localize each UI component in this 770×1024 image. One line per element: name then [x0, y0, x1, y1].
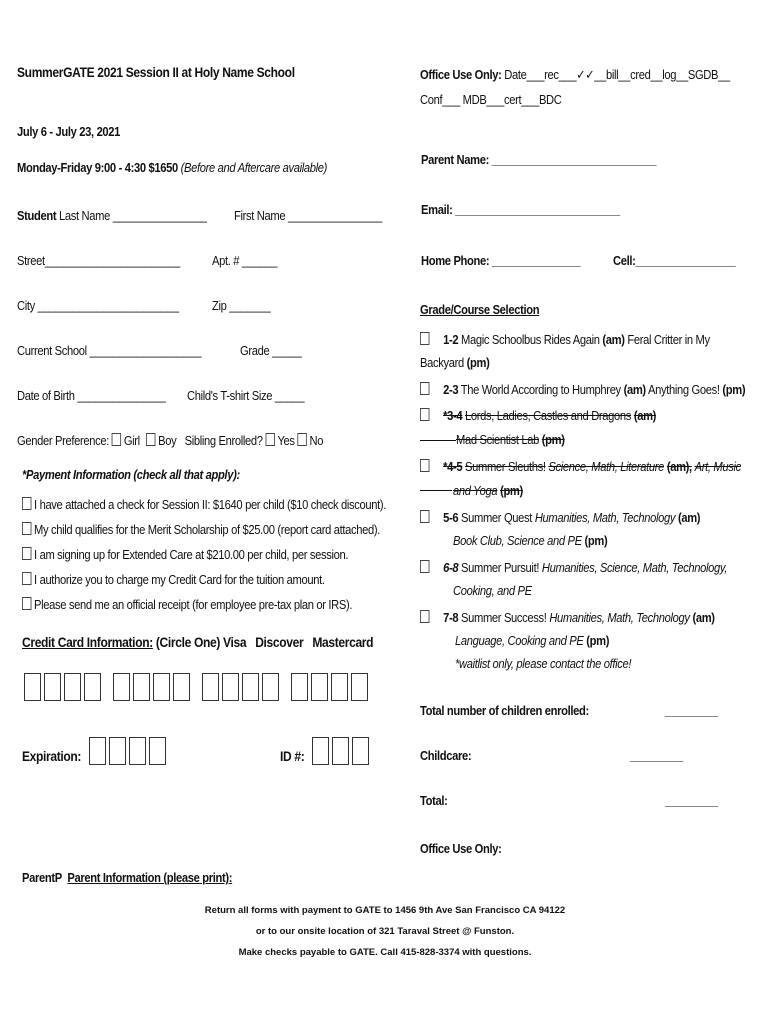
- sibling-yes-checkbox[interactable]: [265, 433, 274, 446]
- dob-field[interactable]: Date of Birth _______________: [17, 388, 166, 403]
- course-pm: (pm): [584, 533, 608, 548]
- course-grade: *4-5: [443, 459, 463, 474]
- course-option-1-2: [420, 332, 710, 347]
- course-option-6-8: [420, 560, 727, 575]
- course-pm: (pm): [586, 633, 610, 648]
- course-title-cont: and Yoga: [453, 483, 498, 498]
- course-pm: (pm): [500, 483, 523, 498]
- course-option-6-8-line2: Cooking, and PE: [453, 583, 532, 598]
- payment-option-label: I am signing up for Extended Care at $210.00 per child, per session.: [34, 547, 349, 562]
- grade-course-heading: Grade/Course Selection: [420, 302, 540, 317]
- parent-info-row: [22, 870, 232, 885]
- course-title-cont: Book Club, Science and PE: [453, 533, 582, 548]
- course-option-7-8: [420, 610, 715, 625]
- payment-checkbox[interactable]: [22, 522, 31, 535]
- strike-line: [420, 440, 456, 441]
- course-title: Lords, Ladies, Castles and Dragons: [465, 408, 632, 423]
- payment-option: [22, 597, 352, 612]
- girl-checkbox[interactable]: [112, 433, 121, 446]
- course-title: Summer Success!: [460, 610, 547, 625]
- sibling-label: Sibling Enrolled?: [184, 433, 263, 448]
- course-grade: 7-8: [443, 610, 459, 625]
- course-title: Summer Sleuths!: [465, 459, 546, 474]
- payment-checkbox[interactable]: [22, 497, 31, 510]
- form-title: SummerGATE 2021 Session II at Holy Name School: [17, 64, 295, 80]
- course-checkbox[interactable]: [420, 408, 429, 421]
- course-option-4-5-line2: [453, 483, 523, 498]
- office-use-row-1: [420, 67, 730, 83]
- course-checkbox[interactable]: [420, 510, 429, 523]
- expiration-boxes[interactable]: [89, 737, 169, 765]
- total-children-label: Total number of children enrolled:: [420, 703, 589, 718]
- payment-option-label: My child qualifies for the Merit Scholarship of $25.00 (report card attached).: [34, 522, 381, 537]
- course-am: (am),: [666, 459, 692, 474]
- boy-label: Boy: [158, 433, 177, 448]
- course-pm: (pm): [466, 355, 490, 370]
- street-field[interactable]: Street_______________________: [17, 253, 180, 268]
- payment-option-label: I authorize you to charge my Credit Card for the tuition amount.: [34, 572, 325, 587]
- course-grade: *3-4: [443, 408, 463, 423]
- office-use-bottom: Office Use Only:: [420, 841, 502, 856]
- email-field[interactable]: Email: ____________________________: [421, 202, 620, 217]
- course-subjects: Humanities, Math, Technology: [549, 610, 690, 625]
- course-grade: 1-2: [443, 332, 459, 347]
- childcare-label: Childcare:: [420, 748, 472, 763]
- course-option-3-4-line2: [456, 432, 565, 447]
- total-children-field[interactable]: _________: [665, 703, 718, 718]
- payment-option-label: Please send me an official receipt (for employee pre-tax plan or IRS).: [34, 597, 353, 612]
- childcare-field[interactable]: _________: [630, 748, 683, 763]
- course-title: Summer Quest: [460, 510, 533, 525]
- course-title: Summer Pursuit!: [460, 560, 540, 575]
- office-use-line2: Conf___ MDB___cert___BDC: [420, 92, 562, 107]
- session-hours: [17, 160, 327, 175]
- boy-checkbox[interactable]: [146, 433, 155, 446]
- payment-option-label: I have attached a check for Session II: $1640 per child ($10 check discount).: [34, 497, 387, 512]
- city-field[interactable]: City ________________________: [17, 298, 179, 313]
- cc-label: Credit Card Information:: [22, 634, 153, 650]
- apt-field[interactable]: Apt. # ______: [212, 253, 278, 268]
- hours-note: (Before and Aftercare available): [180, 160, 328, 175]
- footer-line-3: Make checks payable to GATE. Call 415-828-3374 with questions.: [238, 947, 532, 958]
- session-dates: July 6 - July 23, 2021: [17, 124, 121, 139]
- home-phone-field[interactable]: Home Phone: _______________: [421, 253, 581, 268]
- total-label: Total:: [420, 793, 448, 808]
- cc-discover[interactable]: Discover: [255, 634, 304, 650]
- strike-line: [420, 490, 452, 491]
- grade-field[interactable]: Grade _____: [240, 343, 302, 358]
- course-checkbox[interactable]: [420, 610, 429, 623]
- id-label: ID #:: [280, 748, 305, 764]
- gender-label: Gender Preference:: [17, 433, 110, 448]
- course-grade: 6-8: [443, 560, 459, 575]
- course-title: Magic Schoolbus Rides Again: [460, 332, 600, 347]
- course-pm: (pm): [541, 432, 565, 447]
- student-label: Student: [17, 208, 57, 223]
- payment-option: [22, 572, 325, 587]
- course-grade: 5-6: [443, 510, 459, 525]
- footer-line-2: or to our onsite location of 321 Taraval Street @ Funston.: [255, 926, 515, 937]
- course-checkbox[interactable]: [420, 560, 429, 573]
- course-option-5-6: [420, 510, 700, 525]
- course-option-1-2-line2: [420, 355, 489, 370]
- gender-sibling-row: [17, 433, 323, 448]
- payment-checkbox[interactable]: [22, 572, 31, 585]
- cc-mastercard[interactable]: Mastercard: [312, 634, 374, 650]
- student-name-row: [17, 208, 207, 223]
- hours-text: Monday-Friday 9:00 - 4:30 $1650: [17, 160, 178, 175]
- payment-option: [22, 497, 386, 512]
- course-checkbox[interactable]: [420, 382, 429, 395]
- course-am: (am): [633, 408, 657, 423]
- payment-checkbox[interactable]: [22, 597, 31, 610]
- no-label: No: [309, 433, 324, 448]
- course-subjects: Humanities, Math, Technology: [534, 510, 676, 525]
- course-title-cont: Language, Cooking and PE: [455, 633, 584, 648]
- tshirt-field[interactable]: Child's T-shirt Size _____: [187, 388, 305, 403]
- course-title: The World According to Humphrey: [460, 382, 621, 397]
- course-am: (am): [602, 332, 625, 347]
- girl-label: Girl: [123, 433, 140, 448]
- office-use-line1: Date___rec___✓✓__bill__cred__log__SGDB__: [504, 67, 730, 82]
- yes-label: Yes: [277, 433, 295, 448]
- parent-info-label: Parent Information (please print):: [67, 870, 233, 885]
- course-option-5-6-line2: [453, 533, 607, 548]
- parent-name-field[interactable]: Parent Name: ____________________________: [421, 152, 657, 167]
- course-pm: (pm): [722, 382, 746, 397]
- current-school-field[interactable]: Current School ___________________: [17, 343, 202, 358]
- office-use-label: Office Use Only:: [420, 67, 502, 82]
- parentp-label: ParentP: [22, 870, 62, 885]
- payment-option: [22, 522, 380, 537]
- course-option-4-5: [420, 459, 741, 474]
- course-checkbox[interactable]: [420, 459, 429, 472]
- course-subjects: Science, Math, Literature: [548, 459, 665, 474]
- course-subjects: Humanities, Science, Math, Technology,: [541, 560, 728, 575]
- course-title-cont: Mad Scientist Lab: [456, 432, 540, 447]
- course-am: (am): [623, 382, 646, 397]
- footer-line-1: Return all forms with payment to GATE to 1456 9th Ave San Francisco CA 94122: [204, 905, 566, 916]
- cell-field[interactable]: Cell:_________________: [613, 253, 736, 268]
- last-name-field[interactable]: Last Name ________________: [58, 208, 207, 223]
- first-name-field[interactable]: First Name ________________: [234, 208, 382, 223]
- cc-visa[interactable]: (Circle One) Visa: [155, 634, 247, 650]
- course-am: (am): [677, 510, 701, 525]
- waitlist-note: *waitlist only, please contact the office!: [455, 656, 632, 671]
- expiration-label: Expiration:: [22, 748, 82, 764]
- course-subjects-cont: Art, Music: [694, 459, 741, 474]
- course-option-7-8-line2: [455, 633, 609, 648]
- course-checkbox[interactable]: [420, 332, 429, 345]
- payment-heading: *Payment Information (check all that apply):: [22, 467, 240, 482]
- zip-field[interactable]: Zip _______: [212, 298, 271, 313]
- course-option-2-3: [420, 382, 745, 397]
- course-grade: 2-3: [443, 382, 459, 397]
- id-boxes[interactable]: [312, 737, 372, 765]
- sibling-no-checkbox[interactable]: [297, 433, 306, 446]
- payment-checkbox[interactable]: [22, 547, 31, 560]
- total-field[interactable]: _________: [665, 793, 718, 808]
- payment-option: [22, 547, 348, 562]
- course-title-cont: Backyard: [420, 355, 464, 370]
- course-title-pm: Anything Goes!: [647, 382, 720, 397]
- credit-card-row: [22, 634, 373, 650]
- card-number-boxes[interactable]: [24, 673, 380, 701]
- course-am: (am): [692, 610, 715, 625]
- course-option-3-4: [420, 408, 656, 423]
- course-title-pm: Feral Critter in My: [627, 332, 710, 347]
